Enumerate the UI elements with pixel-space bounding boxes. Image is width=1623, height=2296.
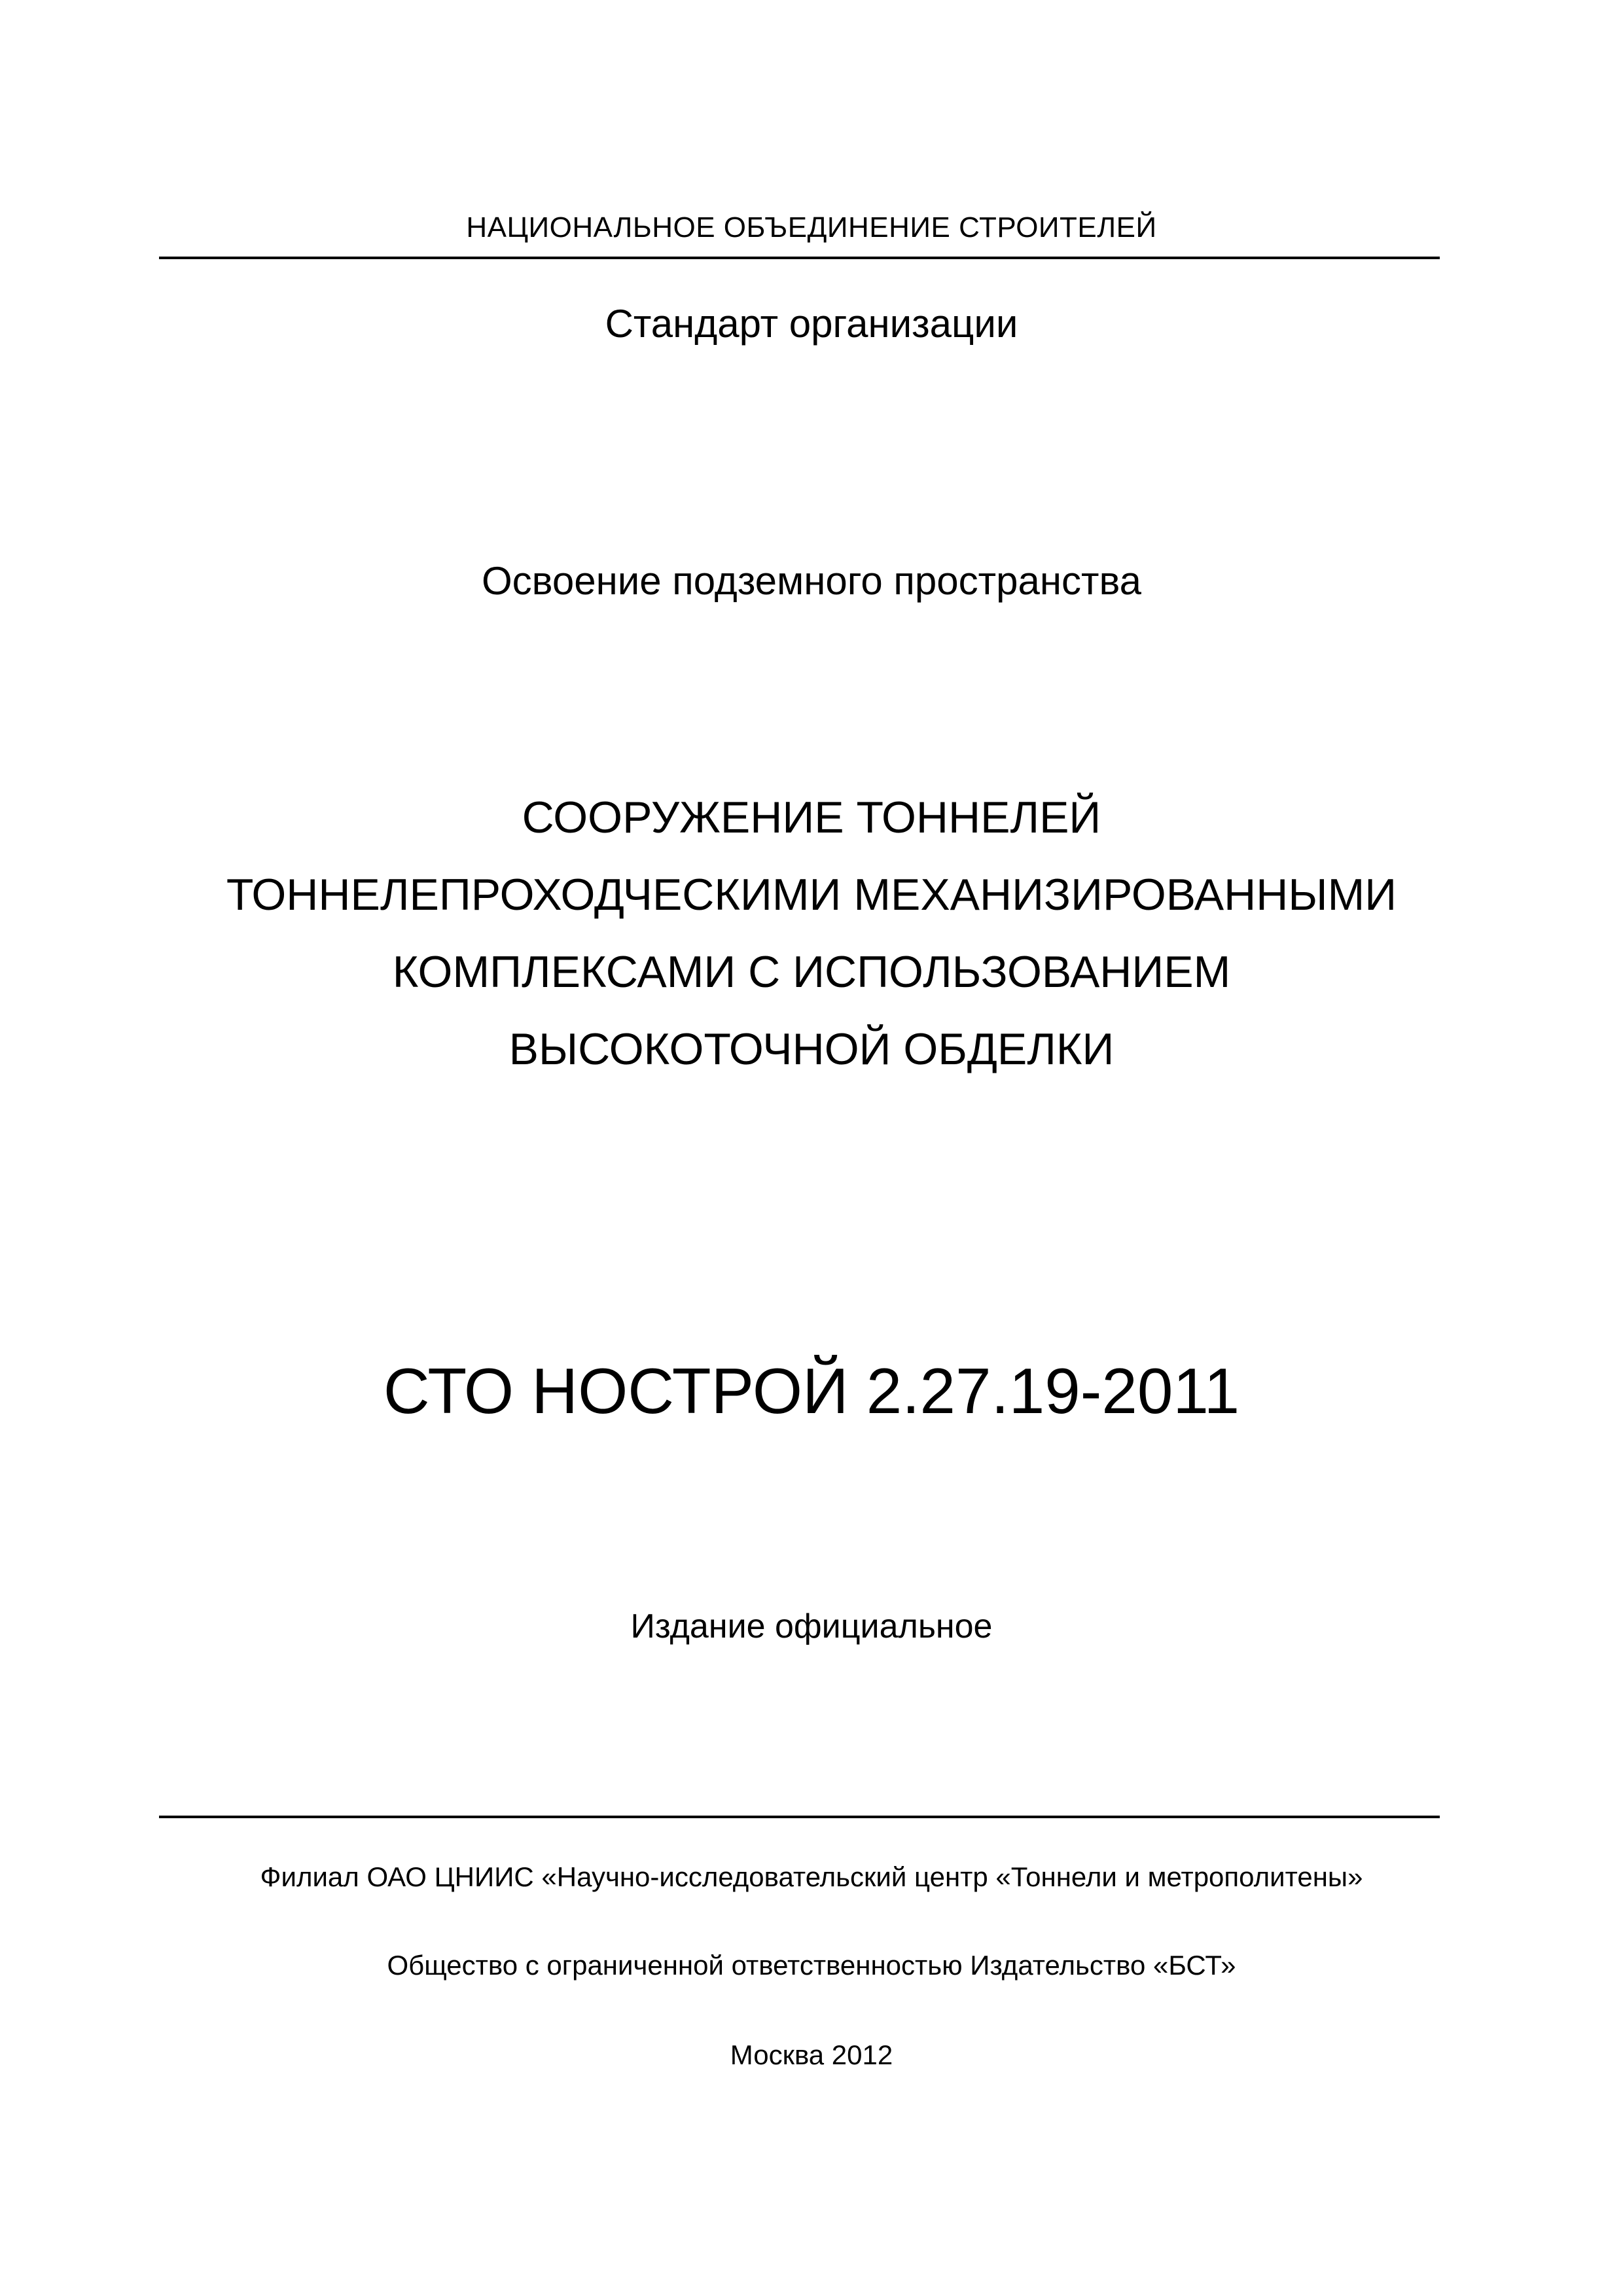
organization-name: НАЦИОНАЛЬНОЕ ОБЪЕДИНЕНИЕ СТРОИТЕЛЕЙ bbox=[466, 211, 1157, 243]
title-line-1: СООРУЖЕНИЕ ТОННЕЛЕЙ bbox=[522, 793, 1101, 842]
title-line-4: ВЫСОКОТОЧНОЙ ОБДЕЛКИ bbox=[508, 1024, 1115, 1074]
publisher-line: Общество с ограниченной ответственностью Издательство «БСТ» bbox=[387, 1950, 1236, 1981]
standard-code: СТО НОСТРОЙ 2.27.19-2011 bbox=[383, 1355, 1240, 1427]
developer-line: Филиал ОАО ЦНИИС «Научно-исследовательский центр «Тоннели и метрополитены» bbox=[260, 1861, 1363, 1892]
document-type: Стандарт организации bbox=[605, 302, 1018, 346]
series-title: Освоение подземного пространства bbox=[481, 559, 1142, 603]
document-title bbox=[0, 779, 1623, 1088]
edition-note: Издание официальное bbox=[630, 1607, 993, 1645]
bottom-divider bbox=[159, 1816, 1440, 1818]
top-divider bbox=[159, 257, 1440, 259]
title-line-3: КОМПЛЕКСАМИ С ИСПОЛЬЗОВАНИЕМ bbox=[392, 947, 1231, 997]
place-year-line: Москва 2012 bbox=[730, 2039, 893, 2070]
title-line-2: ТОННЕЛЕПРОХОДЧЕСКИМИ МЕХАНИЗИРОВАННЫМИ bbox=[226, 870, 1397, 920]
